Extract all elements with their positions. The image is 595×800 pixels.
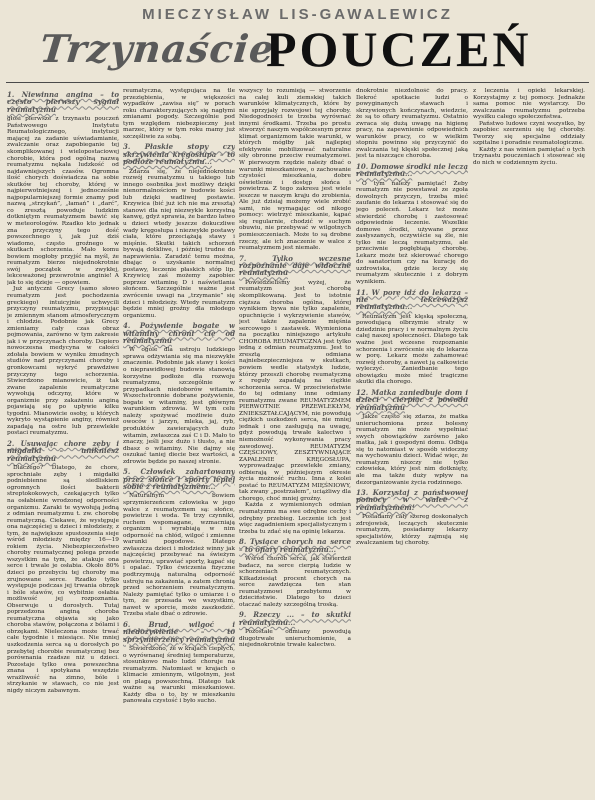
paragraph: Posiadamy cały szereg doskonałych zdrojowisk, leczących skutecznie reumatyzm, posiadamy lekarzy specjalistów, którzy zajmują się zwalczaniem tej choroby.	[356, 514, 468, 547]
section-heading: 7. Tylko wczesne rozpoznanie daje widoczne reumatyzmu	[239, 253, 351, 278]
paragraph: z leczenia i opieki lekarskiej. Korzystajmy z tej pomocy. Jednakże sama pomoc nie wystarczy. Do zwalczania reumatyzmu potrzeba wysiłku całego społeczeństwa.	[473, 88, 585, 121]
section-heading: 5. Człowiek zahartowany przez słońce i sporty lepiej sobie z reumatyzmem...	[123, 467, 235, 492]
paragraph: Państwo ludowe czyni wszystko, by zapobiec szerzeniu się tej choroby. Tworzy się specjalne oddziały szpitalne i poradnie reumatologiczne.	[473, 120, 585, 147]
paragraph: Dlaczego? Dlatego, że chore, sprochniałe zęby i migdałki podniebienne są siedliskiem ogromnych ilości bakterii streptokokowych, czekających tylko na osłabienie wrodzonej odporności organizmu. Zaraki te wywołują jedną z odmian reumatyzmu t. zw. chorobę reumatyczną. Ciekawe, że występuje ona najczęściej u dzieci i młodzieży, z tym, że największe spustoszenia sieje wśród młodzieży między 16—19 rokiem życia. Niebezpieczeństwo choroby reumatycznej polega przede wszystkim na tym, że atakuje ona serce i trwale je osłabia. Około 80% dzieci po przebyciu tej choroby ma zrujnowane serce. Rzadko tylko występuje podczas jej trwania obrzęk i bóle stawów, co wybitnie osłabia możliwość jej rozpoznania. Obserwuje u dorosłych. Tutaj poprzedzona anginą choroba reumatyczna objawia się jako choroba stawów, połączona z bólami i obrzękami. Nieleczona może trwać całe tygodnie i miesiące. Nie mniej uszkodzenia serca są u dorosłych po przebytej chorobie reumatycznej bez porównania rzadsze niż u dzieci. Pozostaje tylko owa powszechna znana i spotykana wszędzie wrażliwość na zimno, bóle i strzykanie w stawach, co nie jest nigdy niczym zabawnym.	[7, 465, 119, 694]
paragraph: W ogóle dla ustroju ludzkiego sprawa odżywiania się ma niezwykłe znaczenie. Podobnie jak stawy i kości o nieprawidłowej budowie stanowią korzystne podłoże dla rozwoju reumatyzmu, szczególnie w przypadkach niedoborów witamin. Wszechstronnie dobrane pożywienie, bogate w witaminy, jest głównym warunkiem zdrowia. W tym celu należy spożywać możliwie dużo owoców i jarzyn, mleka, jaj, ryb, produktów zawierających dużo witamin, zwłaszcza zaś C i D. Mało to znaczy, jeśli jesz dużo i tłusto, a nie dbasz o witaminy. Nie dajmy się oszukać taniej diecie bez wartości, a zdrowie będzie po naszej stronie.	[123, 347, 235, 465]
paragraph: Reumatyzm jest klęską społeczną, powodującą olbrzymie straty w dziedzinie pracy i w normalnym życiu całej naszej społeczności. Dlatego tak ważne jest wczesne rozpoznanie schorzenia i zwrócenie się do lekarza w porę. Lekarz może zahamować rozwój choroby, a nawet ją całkowicie wyleczyć. Zaniedbanie tego obowiązku może mieć tragiczne skutki dla chorego.	[356, 313, 468, 386]
paragraph: Zdarza się, że niejednokrotnie rozwój reumatyzmu u takiego lub innego osobnika jest możliwy dzięki nienormalnościom w budowie kości lub dzięki wadliwej postawie. Krzywica (bić już ich nie ma zresztą) stanowi dla niej niezwykle korzystną kanwę, gdyż sprawia, że bardzo łatwo u dzieci wtedy jeszcze dokuczliwe wady kręgosłupa i niezwykłe postawy ciała, które przeciążają stawy i mięśnie. Skutki takich schorzeń bywają dotkliwe, i później trudne do naprawienia. Zaradzić temu można, dbając o uzyskanie normalnej postawy, leczenie płaskich stóp lip. Krzywicę zaś możemy zapobiec poprzez witaminę D i naświetlania słońcem. Szczególnie ważne jest zwrócenie uwagi na „trzymanie” się dzieci i młodzieży. Wtedy reumatyzm będzie mniej groźny dla młodego organizmu.	[123, 168, 235, 319]
paragraph: Każdy z nas winien pamiętać o tych trzynastu pouczeniach i stosować się do nich w codziennym życiu.	[473, 146, 585, 167]
text-column-5	[473, 88, 585, 792]
paragraph: Pozostałe odmiany powodują długotrwałe unieruchomienie, a niejednokrotnie trwałe kalectwo.	[239, 629, 351, 649]
section-heading: 8. Tysiące chorych na serce – to ofiary reumatyzmu...	[239, 537, 351, 554]
paragraph: reumatyczna, występująca na tle przeziębienia, w większości wypadków „zawisa się” w porach roku charakteryzujących się nagłymi zmianami pogody. Szczególnie pod tym względem niebezpieczny jest marzec, który w tym roku mamy już szczęśliwie za sobą.	[123, 88, 235, 140]
paragraph: Już antyczni Grecy (samo słowo reumatyzm jest pochodzenia greckiego) intuicyjnie uchwycili przyczyny reumatyzmu, przypisując je zmiennym stanom atmosferycznym i chłodzie. Podobnie jak Grecy zmieniamy cały czas obraz pojmowania, zarówno w tym zakresie jak i w przyczynach choroby. Dopiero nowoczesna medycyna w całości zdołała bowiem w wyniku żmudnych studiów nad przyczynami choroby i gronkowcami wykryć prawdziwe przyczyny tego schorzenia. Stwierdzono mianowicie, iż tak zwane zapalenie reumatyczne wywołują odczyny, które w organizmie przy zakażeniu anginą pojawiają się po upływie kilku tygodni. Mianowicie osoby, u których wykryto wystąpienie anginy, również zapadają na ostre lub przewlekłe postaci reumatyzmu.	[7, 286, 119, 437]
section-heading: 12. Matka zaniedbuje dom i dzieci – cierpiąc z powodu reumatyzmu	[356, 387, 468, 412]
section-heading: 9. Rzeczy ... – to skutki reumatyzmu...	[239, 610, 351, 627]
paragraph: Powiedzieliśmy wyżej, że reumatyzm jest chorobą skomplikowaną. Jest to istotnie cięższa choroba ogólna, której wynikiem bywa nie tylko zapalenie, opuchnięcie i wykrzywienie stawów, jest także zapalenie mięśnia sercowego i zastawek. Wymieniona na początku niniejszego artykułu CHOROBA REUMATYCZNA jest tylko jedną z odmian reumatyzmu. Jest to zresztą odmiana najniebezpieczniejsza w skutkach, powiem wedle statystyk ludzie, którzy przeszli chorobę reumatyczną z reguły zapadają na ciężkie schorzenia serca. W przeciwieństwie do tej odmiany inne odmiany reumatyzmu zwane REUMATYZMEM PIERWOTNIE PRZEWLEKŁYM, ZNIEKSZTAŁCAJĄCYM, nie powodują ciężkich uszkodzeń serca, nie mniej jednak i one zasługują na uwagę, gdyż powodują trwałe kalectwo i niemożność wykonywania pracy zawodowej. REUMATYZM CZĘŚCIOWY, ZESZTYWNIAJĄCE ZAPALENIE KRĘGOSŁUPA, wyprowadzając przewlekłe zmiany, odbierają w późniejszym okresie życia możność ruchu. Inna z kolei postać to REUMATYZM MIĘŚNIOWY, tak zwany „postrzałem”, uciążliwy dla chorego, choć mniej groźny.	[239, 279, 351, 502]
paragraph: Stwierdzono, że w krajach ciepłych, o wyrównanej średniej temperaturze, stosunkowo mało ludzi choruje na reumatyzm. Natomiast w krajach o klimacie zmiennym, wilgotnym, jest on plagą powszechną. Dlatego tak ważne są warunki mieszkaniowe. Każdy dba o to, by w mieszkaniu panowała czystość i było sucho.	[123, 646, 235, 705]
paragraph: Naturalnym bowiem sprzymierzeńcem człowieka w jego walce z reumatyzmem są: słońce, powietrze i woda. Te trzy czynniki, ruchem wspomagane, wzmacniają organizm i wyrabiają w nim odporność na chłód, wilgoć i zmienne warunki pogodowe. Dlatego zwłaszcza dzieci i młodzież winny jak najczęściej przebywać na świeżym powietrzu, uprawiać sporty, kąpać się i opalać. Tylko ćwiczenia fizyczne podtrzymują naturalną odporność ustroju na zakażenia, a zatem chronią przed schorzeniem reumatycznym. Należy pamiętać tylko o umiarze i o tym, że przesada we wszystkim, nawet w sporcie, może zaszkodzić. Trzeba stale dbać o zdrowie.	[123, 493, 235, 618]
author-name: MIECZYSŁAW LIS-GAWALEWICZ	[142, 6, 453, 23]
text-column-2	[123, 88, 235, 792]
text-column-1	[7, 88, 119, 792]
section-heading: 4. Pożywienie bogate w witaminy chroni cię od reumatyzmu	[123, 321, 235, 345]
title-script-word: Trzynaście	[37, 26, 277, 71]
section-heading: 11. W porę idź do lekarza – nie lekceważysz reumatyzmu...	[356, 287, 468, 312]
header-rule	[6, 82, 589, 83]
paragraph: Wśród chorób serca, jak stwierdził badacz, na serce cierpią ludzie w schorzeniach reumatycznych. Kilkadziesiąt procent chorych na serce zawdzięcza ten stan reumatyzmowi przebytemu w dzieciństwie. Dlatego to dzieci otaczać należy szczególną troską.	[239, 556, 351, 608]
paragraph: dnokrotnie niezdolność do pracy. Ilekroć spotkacie ludzi o powyginanych stawach i skrzywionych kończynach, wiedzcie, że są to ofiary reumatyzmu. Ostatnio zwraca się dużą uwagę na higienę pracy, na zapewnienie odpowiednich warunków pracy, co w wielkim stopniu powinno się przyczynić do zwalczania tej klęski społecznej jaką jest ta niszczące choroba.	[356, 88, 468, 160]
paragraph: głosi pierwsze z trzynastu pouczeń Państwowego Instytutu Reumatologicznego, instytucji mającej za zadanie uświadamianie, zwalczanie oraz zapobieganie tej skomplikowanej i wielopostaciowej chorobie, która pod ogólną nazwą reumatyzmu nękała ludzkość od najdawniejszych czasów. Ogromna ilość chorych doświadcza na sobie skutków tej choroby, której w najpierwotniejszej i jednocześnie najpopularniejszej formie znamy pod nazwą „strzykań”, „łamań” i „darć”, co zresztą powoduje ludzkim dotkniętym reumatyzmem bawić się w meteorologów. Rzadko kto jednak zna przyczyny tego dość powszechnego i, jak już dziś wiadomo, często groźnego w skutkach schorzenia. Mało komu bowiem mogłoby przyjść na myśl, że reumatyzm bierze niejednokrotnie swój początek w zwykłej, lekceważonej przewrotnie anginie! A jak to się dzieje — opowiem.	[7, 116, 119, 286]
paragraph: wszyscy to rozumieją — stworzenie na całej kuli ziemskiej takich warunków klimatycznych, które by nie sprzyjały rozwojowi tej choroby. Niedogodności te trzeba wyrównać innymi środkami. Trzeba po prostu stworzyć naszym współczesnym przez klimat organizmom takie warunki, w których mógłby jak najlepiej efektywnie mobilizować naturalne siły obronne przeciw reumatyzmowi. W pierwszym rzędzie należy dbać o warunki mieszkaniowe, o zachowanie czystości mieszkania, dobre oświetlenie i dostęp słońca i powietrza. Z tego zakresu jest wiele jeszcze w naszym kraju do zrobienia. Ale już dzisiaj możemy wiele zrobić sami, nie wymagając od nikogo pomocy: wietrzyć mieszkanie, kąpać się regularnie, chodzić w suchym obuwiu, nie przebywać w wilgotnych pomieszczeniach. Może to są drobne rzeczy, ale ich znaczenie w walce z reumatyzmem jest niemałe.	[239, 88, 351, 252]
section-heading: 6. Brud, wilgoć i niedożywienie – to sprzymierzeńcy reumatyzmu	[123, 619, 235, 644]
text-column-4	[356, 88, 468, 792]
paragraph: O tym należy pamiętać! Żeby reumatyzm nie powstawał ze zgoła dowolnych przyczyn, trzeba mieć zaufanie do lekarza i stosować się do jego poleceń. Lekarz też może stwierdzić chorobę i zastosować odpowiednie leczenie. Wszelkie domowe środki, używane przez zasłyszanych, oczywiście są źle, nie tylko nie leczą reumatyzmu, ale przeciwnie pogłębiają chorobę. Lekarz może też skierować chorego do sanatorium czy na kurację do uzdrowiska, gdzie leczy się reumatyzm skutecznie i z dobrym wynikiem.	[356, 180, 468, 286]
section-heading: 1. Niewinna angina – to często pierwszy sygnał reumatyzmu	[7, 90, 119, 114]
paragraph: Jakże często się zdarza, że matka unieruchomiona przez bolesny reumatyzm nie może wypełniać swych obowiązków zarówno jako matka, jak i gospodyni domu. Odbija się to natomiast w sposób widoczny na wychowaniu dzieci. Widać więc, że reumatyzm niszczy nie tylko człowieka, który jest nim dotknięty, ale ma także duży wpływ na dezorganizowanie życia rodzinnego.	[356, 414, 468, 486]
text-column-3	[239, 88, 351, 792]
section-heading: 10. Domowe środki nie leczą reumatyzmu...	[356, 162, 468, 179]
section-heading: 2. Usuwając chore zęby i migdałki – unikniesz reumatyzmu	[7, 439, 119, 463]
paragraph: Każda z wymienionych odmian reumatyzmu ma swe odrębne cechy i odrębny przebieg. Leczenie ich jest więc zagadnieniem specjalistycznym i trzeba tu zdać się na opinię lekarza.	[239, 502, 351, 535]
title-caps-word: POUCZEŃ	[266, 21, 532, 77]
section-heading: 13. Korzystaj z państwowej pomocy w walce z reumatyzmem!	[356, 488, 468, 512]
section-heading: 3. Płaskie stopy czy skrzywienia kręgosłupa – to podłoże reumatyzmu...	[123, 142, 235, 167]
